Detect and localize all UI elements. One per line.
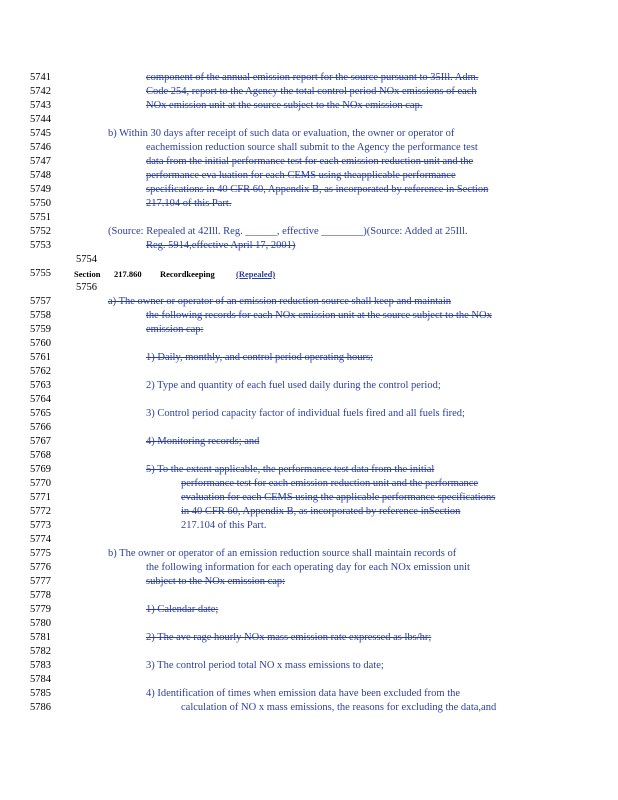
- line-number: 5756: [76, 282, 97, 293]
- line-number: 5784: [30, 674, 51, 685]
- text-line: (Source: Repealed at 42Ill. Reg. ______, effective ________)(Source: Added at 25Ill.: [108, 226, 468, 237]
- text-line: Code 254, report to the Agency the total control period NOx emissions of each: [146, 86, 477, 97]
- line-number: 5749: [30, 184, 51, 195]
- section-title: Recordkeeping: [160, 269, 215, 279]
- text-line: 1) Daily, monthly, and control period operating hours;: [146, 352, 373, 363]
- line-number: 5783: [30, 660, 51, 671]
- text-line: the following information for each operating day for each NOx emission unit: [146, 562, 470, 573]
- text-line: 3) Control period capacity factor of individual fuels fired and all fuels fired;: [146, 408, 465, 419]
- line-number: 5774: [30, 534, 51, 545]
- line-number: 5746: [30, 142, 51, 153]
- text-line: b) Within 30 days after receipt of such data or evaluation, the owner or operator of: [108, 128, 455, 139]
- section-number: 217.860: [114, 269, 142, 279]
- line-number: 5772: [30, 506, 51, 517]
- section-repealed: (Repealed): [236, 269, 276, 279]
- text-line: 3) The control period total NO x mass emissions to date;: [146, 660, 384, 671]
- text-line: calculation of NO x mass emissions, the reasons for excluding the data,and: [181, 702, 497, 713]
- text-line: component of the annual emission report for the source pursuant to 35Ill. Adm.: [146, 72, 479, 83]
- text-line: 5) To the extent applicable, the performance test data from the initial: [146, 464, 435, 475]
- text-line: 2) Type and quantity of each fuel used daily during the control period;: [146, 380, 441, 391]
- line-number: 5766: [30, 422, 51, 433]
- line-number: 5754: [76, 254, 97, 265]
- line-number: 5758: [30, 310, 51, 321]
- line-number: 5780: [30, 618, 51, 629]
- text-line: specifications in 40 CFR 60, Appendix B, as incorporated by reference in Section: [146, 184, 489, 195]
- text-line: 217.104 of this Part.: [146, 198, 232, 209]
- text-line: subject to the NOx emission cap:: [146, 576, 286, 587]
- line-number: 5745: [30, 128, 51, 139]
- line-number: 5762: [30, 366, 51, 377]
- line-number: 5763: [30, 380, 51, 391]
- line-number: 5760: [30, 338, 51, 349]
- line-number: 5771: [30, 492, 51, 503]
- text-line: 4) Monitoring records; and: [146, 436, 260, 447]
- line-number: 5751: [30, 212, 51, 223]
- line-number: 5761: [30, 352, 51, 363]
- text-line: the following records for each NOx emission unit at the source subject to the NOx: [146, 310, 492, 321]
- line-number: 5775: [30, 548, 51, 559]
- line-number: 5753: [30, 240, 51, 251]
- line-number: 5776: [30, 562, 51, 573]
- line-number: 5769: [30, 464, 51, 475]
- line-number: 5744: [30, 114, 51, 125]
- line-number: 5764: [30, 394, 51, 405]
- line-number: 5777: [30, 576, 51, 587]
- line-number: 5786: [30, 702, 51, 713]
- line-number: 5785: [30, 688, 51, 699]
- text-line: performance eva luation for each CEMS using theapplicable performance: [146, 170, 456, 181]
- line-number: 5747: [30, 156, 51, 167]
- text-line: 1) Calendar date;: [146, 604, 219, 615]
- line-number: 5748: [30, 170, 51, 181]
- line-number: 5759: [30, 324, 51, 335]
- line-number: 5750: [30, 198, 51, 209]
- line-number: 5757: [30, 296, 51, 307]
- text-line: b) The owner or operator of an emission reduction source shall maintain records of: [108, 548, 457, 559]
- text-line: 4) Identification of times when emission data have been excluded from the: [146, 688, 461, 699]
- line-number: 5743: [30, 100, 51, 111]
- text-line: 2) The ave rage hourly NOx mass emission rate expressed as lbs/hr;: [146, 632, 432, 643]
- line-number: 5779: [30, 604, 51, 615]
- line-number: 5767: [30, 436, 51, 447]
- line-number: 5770: [30, 478, 51, 489]
- text-line: eachemission reduction source shall submit to the Agency the performance test: [146, 142, 478, 153]
- text-line: evaluation for each CEMS using the applicable performance specifications: [181, 492, 496, 503]
- line-number: 5765: [30, 408, 51, 419]
- line-number: 5782: [30, 646, 51, 657]
- text-line: emission cap:: [146, 324, 204, 335]
- line-number: 5752: [30, 226, 51, 237]
- text-line: performance test for each emission reduction unit and the performance: [181, 478, 479, 489]
- line-number: 5755: [30, 268, 51, 279]
- line-number: 5778: [30, 590, 51, 601]
- text-line: Reg. 5914,effective April 17, 2001): [146, 240, 296, 251]
- line-number: 5773: [30, 520, 51, 531]
- text-line: a) The owner or operator of an emission reduction source shall keep and maintain: [108, 296, 451, 307]
- line-number: 5741: [30, 72, 51, 83]
- line-number: 5742: [30, 86, 51, 97]
- line-number: 5781: [30, 632, 51, 643]
- text-line: 217.104 of this Part.: [181, 520, 267, 531]
- line-number: 5768: [30, 450, 51, 461]
- section-label: Section: [74, 269, 101, 279]
- text-line: data from the initial performance test for each emission reduction unit and the: [146, 156, 474, 167]
- text-line: NOx emission unit at the source subject to the NOx emission cap.: [146, 100, 423, 111]
- text-line: in 40 CFR 60, Appendix B, as incorporated by reference inSection: [181, 506, 461, 517]
